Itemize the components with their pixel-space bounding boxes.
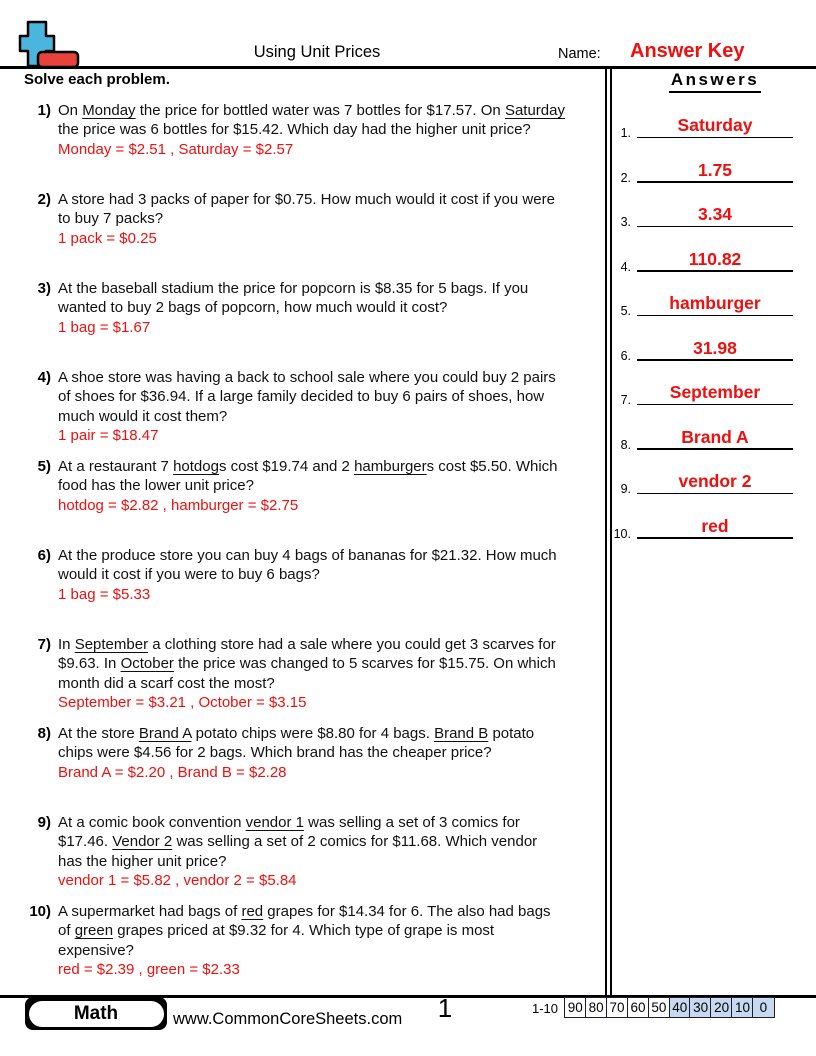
problem-answer: Monday = $2.51 , Saturday = $2.57 [58,140,294,158]
problem-text-line: At the produce store you can buy 4 bags of bananas for $21.32. How much [58,547,557,564]
header-divider-line [0,66,816,69]
score-cell-60: 60 [627,997,650,1018]
answer-blank-line [637,226,793,228]
problem-answer: Brand A = $2.20 , Brand B = $2.28 [58,763,287,781]
answer-blank-line [637,181,793,183]
answer-blank-line [637,404,793,406]
answers-title: Answers [669,70,761,93]
score-range-label: 1-10 [531,1001,558,1016]
problem-body [58,279,528,337]
page-number: 1 [437,993,453,1023]
score-grid [564,997,775,1018]
problem-text-line: On Monday the price for bottled water was 7 bottles for $17.57. On Saturday [58,102,565,119]
answer-item-9 [607,468,795,494]
answer-number: 5. [620,304,631,318]
problem-answer: red = $2.39 , green = $2.33 [58,961,240,979]
problem-text-line: to buy 7 packs? [58,210,164,228]
answer-number: 1. [620,126,631,140]
problem-number: 6) [37,547,51,564]
name-label: Name: [558,46,601,62]
answer-value: 31.98 [693,337,737,358]
problem-answer: 1 bag = $5.33 [58,585,151,603]
problem-text-line: expensive? [58,941,134,959]
score-cell-20: 20 [710,997,733,1018]
problem-body [58,457,558,515]
problem-answer: September = $3.21 , October = $3.15 [58,694,307,712]
problem-9 [22,813,602,891]
problem-number: 8) [37,725,51,742]
answer-item-7 [607,379,795,405]
answer-value: vendor 2 [678,471,752,491]
answers-title-wrap [637,70,793,93]
answer-number: 9. [620,482,631,496]
answer-item-6 [607,335,795,361]
answer-blank-line [637,493,793,495]
answer-value: Brand A [681,426,749,447]
problem-text-line: A supermarket had bags of red grapes for $14.34 for 6. The also had bags [58,903,551,920]
problem-4 [22,368,602,446]
answer-blank-line [637,315,793,317]
answer-value: 1.75 [697,159,733,180]
problem-text-line: of green grapes priced at $9.32 for 4. Which type of grape is most [58,922,495,940]
problem-text-line: of shoes for $36.94. If a large family decided to buy 6 pairs of shoes, how [58,388,545,406]
score-cell-90: 90 [564,997,587,1018]
problem-body [58,902,551,980]
answer-item-1 [607,112,795,138]
answer-key-value: Answer Key [630,40,745,62]
score-cell-0: 0 [752,997,775,1018]
answer-item-5 [607,290,795,316]
subject-label: Math [29,1001,164,1027]
answer-item-3 [607,201,795,227]
answer-number: 4. [620,259,631,274]
problem-1 [22,101,602,159]
problem-body [58,635,556,713]
answer-value: September [669,382,761,402]
problem-answer: vendor 1 = $5.82 , vendor 2 = $5.84 [58,872,297,890]
problem-text-line: At a comic book convention vendor 1 was selling a set of 3 comics for [58,814,520,831]
instructions-text: Solve each problem. [24,71,170,88]
problem-text-line: $17.46. Vendor 2 was selling a set of 2 comics for $11.68. Which vendor [58,833,538,851]
answer-number: 3. [620,215,631,229]
problem-text-line: has the higher unit price? [58,852,227,870]
problem-3 [22,279,602,337]
answer-blank-line [637,137,793,139]
answer-blank-line [637,537,793,539]
subject-badge [25,997,167,1030]
problem-text-line: At the baseball stadium the price for popcorn is $8.35 for 5 bags. If you [58,280,529,297]
problem-body [58,101,565,159]
answer-value: 3.34 [697,204,733,224]
problem-text-line: A shoe store was having a back to school sale where you could buy 2 pairs [58,369,556,386]
score-cell-30: 30 [689,997,712,1018]
math-plus-minus-icon [16,18,82,70]
problem-number: 5) [37,458,51,475]
problem-number: 1) [37,102,51,119]
answer-item-4 [607,246,795,272]
answer-number: 8. [620,437,631,452]
problem-text-line: chips were $4.56 for 2 bags. Which brand has the cheaper price? [58,744,492,762]
answer-value: 110.82 [688,248,742,269]
answer-item-8 [607,424,795,450]
problem-number: 3) [37,280,51,297]
problem-body [58,813,537,891]
answer-number: 7. [620,393,631,407]
score-cell-80: 80 [585,997,608,1018]
score-cell-10: 10 [731,997,754,1018]
problem-answer: 1 pair = $18.47 [58,427,159,445]
problem-number: 4) [37,369,51,386]
problem-number: 10) [29,903,51,920]
answer-value: red [701,515,729,536]
answer-blank-line [637,270,793,272]
problem-text-line: A store had 3 packs of paper for $0.75. How much would it cost if you were [58,191,555,208]
problem-text-line: $9.63. In October the price was changed to 5 scarves for $15.75. On which [58,655,556,673]
answer-value: hamburger [669,293,761,313]
problem-text-line: In September a clothing store had a sale where you could get 3 scarves for [58,636,556,653]
problem-number: 2) [37,191,51,208]
website-text: www.CommonCoreSheets.com [173,1010,403,1028]
problem-text-line: the price was 6 bottles for $15.42. Which day had the higher unit price? [58,121,531,139]
problem-answer: 1 pack = $0.25 [58,229,157,247]
problem-text-line: food has the lower unit price? [58,477,254,495]
answer-number: 6. [620,348,631,363]
problem-8 [22,724,602,782]
answer-value: Saturday [677,115,753,135]
problem-text-line: At a restaurant 7 hotdogs cost $19.74 and 2 hamburgers cost $5.50. Which [58,458,558,475]
problem-answer: 1 bag = $1.67 [58,318,151,336]
answer-number: 10. [613,526,631,541]
score-cell-40: 40 [669,997,692,1018]
problem-answer: hotdog = $2.82 , hamburger = $2.75 [58,496,299,514]
score-cell-70: 70 [606,997,629,1018]
problem-body [58,368,556,446]
problem-6 [22,546,602,604]
problem-text-line: much would it cost them? [58,407,228,425]
answer-item-2 [607,157,795,183]
answer-number: 2. [620,170,631,185]
problem-number: 9) [37,814,51,831]
problem-10 [22,902,602,980]
problem-body [58,546,557,604]
problem-7 [22,635,602,713]
answer-item-10 [607,513,795,539]
answer-blank-line [637,448,793,450]
score-cell-50: 50 [648,997,671,1018]
problem-text-line: would it cost if you were to buy 6 bags? [58,566,320,584]
page-title: Using Unit Prices [253,43,381,61]
answer-blank-line [637,359,793,361]
problem-body [58,724,534,782]
problem-number: 7) [37,636,51,653]
problem-text-line: wanted to buy 2 bags of popcorn, how much would it cost? [58,299,448,317]
problem-text-line: month did a scarf cost the most? [58,674,275,692]
problem-5 [22,457,602,515]
problem-text-line: At the store Brand A potato chips were $8.80 for 4 bags. Brand B potato [58,725,535,742]
problem-body [58,190,555,248]
problem-2 [22,190,602,248]
